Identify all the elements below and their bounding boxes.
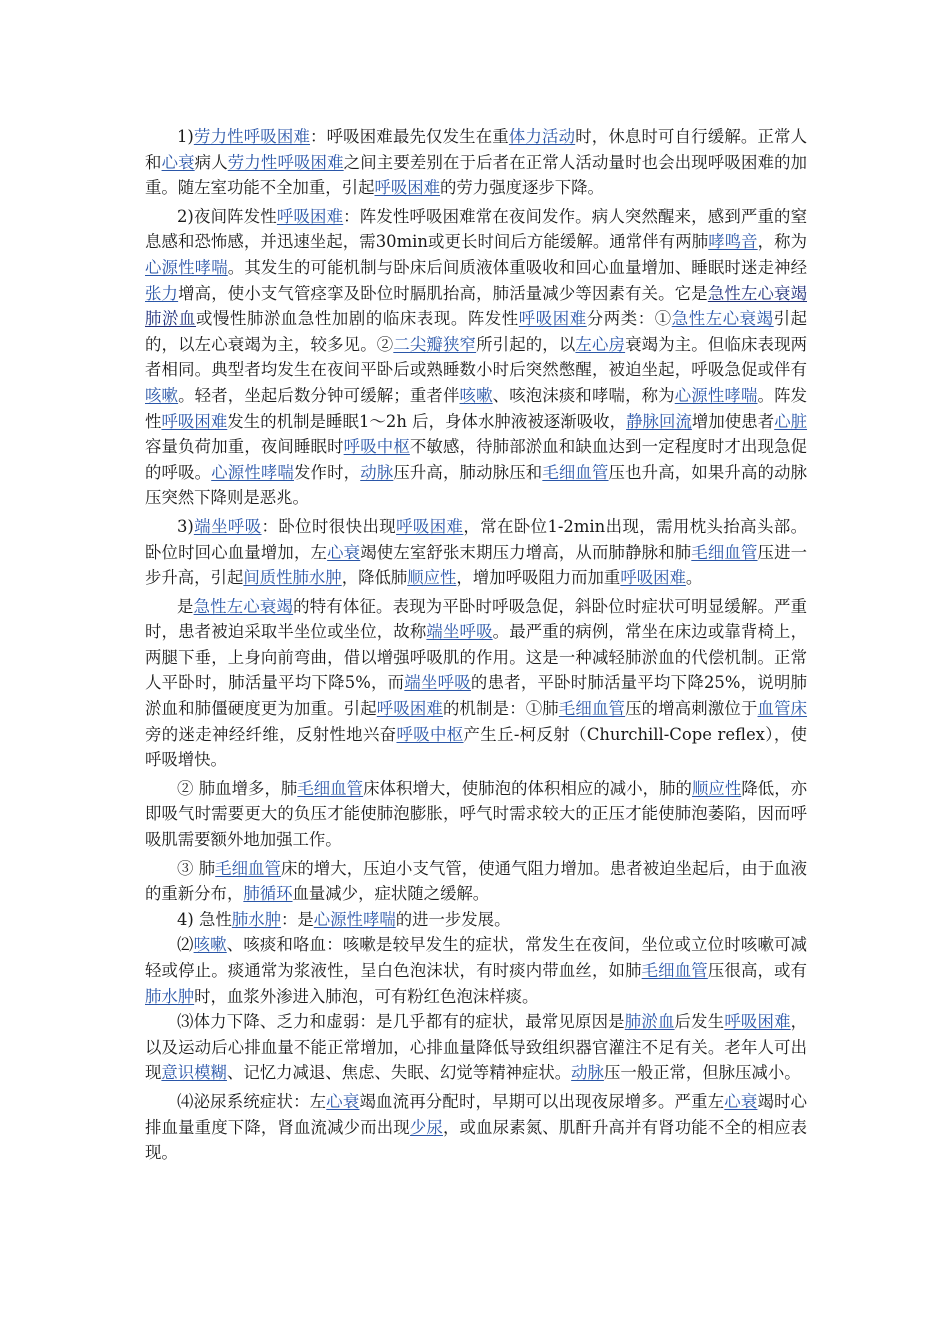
term-link[interactable]: 劳力性呼吸困难	[227, 152, 344, 172]
text-run: 压一般正常，但脉压减小。	[603, 1063, 801, 1083]
text-run: ③ 肺	[177, 858, 216, 878]
text-run: 或慢性肺淤血急性加剧的临床表现。阵发性	[195, 309, 519, 329]
text-run: 、咳泡沫痰和哮喘，称为	[492, 385, 675, 405]
paragraph	[145, 1009, 807, 1086]
text-run: 的机制是：①肺	[442, 699, 559, 719]
text-run: 病人	[194, 152, 228, 172]
term-link[interactable]: 呼吸困难	[620, 568, 686, 588]
term-link[interactable]: 咳嗽	[193, 935, 227, 955]
term-link[interactable]: 心脏	[774, 411, 808, 431]
paragraph	[145, 856, 807, 907]
term-link[interactable]: 少尿	[409, 1117, 443, 1137]
term-link[interactable]: 顺应性	[407, 568, 457, 588]
text-run: 的进一步发展。	[395, 909, 511, 929]
text-run: 容量负荷加重，夜间睡眠时	[145, 437, 344, 457]
term-link[interactable]: 急性左心衰竭肺淤血	[145, 283, 808, 329]
term-link[interactable]: 毛细血管	[215, 858, 281, 878]
text-run: 、记忆力减退、焦虑、失眠、幻觉等精神症状。	[226, 1063, 572, 1083]
term-link[interactable]: 咳嗽	[459, 385, 493, 405]
term-link[interactable]: 呼吸中枢	[396, 724, 464, 744]
paragraph	[145, 514, 807, 591]
text-run: 是	[177, 596, 194, 616]
term-link[interactable]: 端坐呼吸	[404, 673, 471, 693]
document-body	[145, 124, 807, 1166]
term-link[interactable]: 间质性肺水肿	[243, 568, 342, 588]
text-run: 增加使患者	[691, 411, 775, 431]
term-link[interactable]: 呼吸中枢	[343, 437, 410, 457]
text-run: 降低，亦即吸气时需要更大的负压才能使肺泡膨胀，呼气时需求较大的正压才能使肺泡萎陷，因而呼吸肌需要额外地加强工作。	[145, 778, 808, 850]
term-link[interactable]: 肺水肿	[231, 909, 281, 929]
term-link[interactable]: 心源性哮喘	[674, 385, 758, 405]
term-link[interactable]: 顺应性	[691, 778, 742, 798]
text-run: ，或血尿素氮、肌酐升高并有肾功能不全的相应表现。	[145, 1117, 808, 1163]
text-run: 。阵发性	[145, 385, 808, 431]
text-run: ⑷泌尿系统症状：左	[177, 1091, 327, 1111]
text-run: 压很高，或有	[707, 961, 808, 980]
term-link[interactable]: 呼吸困难	[724, 1012, 791, 1032]
paragraph	[145, 1089, 807, 1166]
paragraph	[145, 776, 807, 853]
term-link[interactable]: 心衰	[326, 1091, 360, 1111]
term-link[interactable]: 意识模糊	[161, 1063, 227, 1083]
text-run: ：阵发性呼吸困难常在夜间发作。病人突然醒来，感到严重的窒息感和恐怖感，并迅速坐起，需30min或更长时间后方能缓解。通常伴有两肺	[145, 206, 808, 252]
text-run: ，降低肺	[341, 568, 408, 588]
term-link[interactable]: 肺循环	[243, 884, 293, 904]
text-run: 不敏感，待肺部淤血和缺血达到一定程度时才出现急促的呼吸。	[145, 437, 808, 482]
text-run: 压的增高刺激位于	[625, 699, 758, 719]
term-link[interactable]: 咳嗽	[145, 385, 179, 405]
term-link[interactable]: 肺淤血	[624, 1012, 675, 1032]
term-link[interactable]: 端坐呼吸	[193, 516, 262, 536]
term-link[interactable]: 张力	[145, 283, 179, 303]
text-run: 衰竭为主。但临床表现两者相同。典型者均发生在夜间平卧后或熟睡数小时后突然憋醒，被迫坐起，呼吸急促或伴有	[145, 334, 808, 380]
term-link[interactable]: 心源性哮喘	[313, 909, 396, 929]
term-link[interactable]: 肺水肿	[145, 986, 195, 1006]
text-run: 发作时，	[294, 462, 361, 482]
text-run: 。最严重的病例，常坐在床边或靠背椅上，两腿下垂，上身向前弯曲，借以增强呼吸肌的作用。这是一种减轻肺淤血的代偿机制。正常人平卧时，肺活量平均下降5%，而	[145, 622, 808, 693]
term-link[interactable]: 呼吸困难	[276, 206, 344, 226]
term-link[interactable]: 血管床	[757, 699, 808, 719]
text-run: ⑵	[177, 935, 194, 955]
text-run: ：卧位时很快出现	[261, 516, 397, 536]
text-run: 分两类：①	[586, 309, 672, 329]
term-link[interactable]: 动脉	[360, 462, 394, 482]
text-run: 的特有体征。表现为平卧时呼吸急促，斜卧位时症状可明显缓解。严重时，患者被迫采取半坐位或坐位，故称	[145, 596, 808, 642]
text-run: 压进一步升高，引起	[145, 542, 808, 588]
text-run: 、咳痰和咯血：咳嗽是较早发生的症状，常发生在夜间，坐位或立位时咳嗽可减轻或停止。痰通常为浆液性，呈白色泡沫状，有时痰内带血丝，如肺	[145, 935, 808, 980]
text-run: 压升高，肺动脉压和	[393, 462, 543, 482]
text-run: ② 肺血增多，肺	[177, 778, 298, 798]
term-link[interactable]: 心源性哮喘	[145, 257, 228, 277]
paragraph	[145, 594, 807, 773]
text-run: ⑶体力下降、乏力和虚弱：是几乎都有的症状，最常见原因是	[177, 1012, 625, 1032]
text-run: 竭使左室舒张末期压力增高，从而肺静脉和肺	[360, 542, 692, 562]
text-run: 血量减少，症状随之缓解。	[292, 884, 490, 904]
term-link[interactable]: 毛细血管	[297, 778, 364, 798]
text-run: ，以及运动后心排血量不能正常增加，心排血量降低导致组织器官灌注不足有关。老年人可出现	[145, 1012, 808, 1083]
term-link[interactable]: 毛细血管	[558, 699, 626, 719]
text-run: 4) 急性	[177, 909, 232, 929]
term-link[interactable]: 急性左心衰竭	[671, 309, 774, 329]
text-run: 产生丘-柯反射（Churchill-Cope reflex），使呼吸增快。	[145, 724, 807, 770]
text-run: 引起的，以左心衰竭为主，较多见。②	[145, 309, 808, 354]
term-link[interactable]: 心衰	[327, 542, 361, 562]
term-link[interactable]: 左心房	[575, 334, 626, 354]
text-run: 1)	[177, 127, 194, 146]
text-run: 增高，使小支气管痉挛及卧位时膈肌抬高，肺活量减少等因素有关。它是	[178, 283, 708, 303]
term-link[interactable]: 呼吸困难	[374, 178, 441, 198]
text-run: 后发生	[674, 1012, 725, 1032]
text-run: 旁的迷走神经纤维，反射性地兴奋	[145, 724, 397, 744]
text-run: 竭时心排血量重度下降，肾血流减少而出现	[145, 1091, 808, 1137]
term-link[interactable]: 呼吸困难	[376, 699, 443, 719]
term-link[interactable]: 心源性哮喘	[211, 462, 294, 482]
paragraph	[145, 124, 807, 201]
term-link[interactable]: 端坐呼吸	[426, 622, 493, 642]
term-link[interactable]: 静脉回流	[626, 411, 692, 431]
term-link[interactable]: 劳力性呼吸困难	[193, 127, 311, 146]
term-link[interactable]: 体力活动	[508, 127, 576, 146]
term-link[interactable]: 心衰	[161, 152, 195, 172]
text-run: ，常在卧位1-2min出现，需用枕头抬高头部。卧位时回心血量增加，左	[145, 516, 808, 562]
text-run: 时，血浆外渗进入肺泡，可有粉红色泡沫样痰。	[194, 986, 539, 1006]
text-run: 之间主要差别在于后者在正常人活动量时也会出现呼吸困难的加重。随左室功能不全加重，引起	[145, 152, 808, 198]
paragraph	[145, 907, 807, 933]
text-run: 的劳力强度逐步下降。	[440, 178, 604, 198]
text-run: 的患者，平卧时肺活量平均下降25%，说明肺淤血和肺僵硬度更为加重。引起	[145, 673, 807, 719]
text-run: ，增加呼吸阻力而加重	[456, 568, 621, 588]
text-run: ，称为	[757, 232, 808, 252]
text-run: 床体积增大，使肺泡的体积相应的减小，肺的	[363, 778, 692, 798]
text-run: ：是	[281, 909, 314, 929]
paragraph	[145, 932, 807, 1009]
text-run: 。其发生的可能机制与卧床后间质液体重吸收和回心血量增加、睡眠时迷走神经	[227, 257, 808, 277]
text-run: 。轻者，坐起后数分钟可缓解；重者伴	[178, 385, 460, 405]
text-run: 压也升高，如果升高的动脉压突然下降则是恶兆。	[145, 462, 808, 508]
term-link[interactable]: 呼吸困难	[396, 516, 464, 536]
text-run: 竭血流再分配时，早期可以出现夜尿增多。严重左	[359, 1091, 725, 1111]
text-run: 2)夜间阵发性	[177, 206, 277, 226]
text-run: 3)	[177, 516, 194, 536]
term-link[interactable]: 毛细血管	[691, 542, 758, 562]
text-run: ：呼吸困难最先仅发生在重	[310, 127, 509, 146]
text-run: 发生的机制是睡眠1～2h 后，身体水肿液被逐渐吸收，	[227, 411, 627, 431]
text-run: 床的增大，压迫小支气管，使通气阻力增加。患者被迫坐起后，由于血液的重新分布，	[145, 858, 808, 904]
term-link[interactable]: 毛细血管	[641, 961, 708, 980]
term-link[interactable]: 呼吸困难	[161, 411, 228, 431]
term-link[interactable]: 心衰	[724, 1091, 758, 1111]
term-link[interactable]: 二尖瓣狭窄	[393, 334, 477, 354]
term-link[interactable]: 哮鸣音	[708, 232, 758, 252]
term-link[interactable]: 动脉	[571, 1063, 604, 1083]
term-link[interactable]: 毛细血管	[542, 462, 609, 482]
term-link[interactable]: 呼吸困难	[518, 309, 587, 329]
text-run: 所引起的，以	[476, 334, 576, 354]
term-link[interactable]: 急性左心衰竭	[193, 596, 294, 616]
text-run: 。	[685, 568, 703, 588]
text-run: 时，休息时可自行缓解。正常人和	[145, 127, 808, 172]
paragraph	[145, 204, 807, 511]
